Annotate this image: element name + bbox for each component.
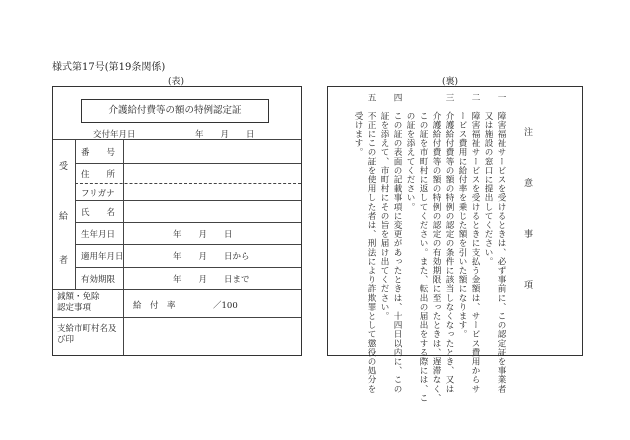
- certificate-front: [52, 86, 302, 356]
- note-line: 介護給付費等の額の特例の認定の有効期限に至ったときは、遅滞なく、: [431, 93, 441, 403]
- birth-label: 生年月日: [81, 230, 116, 240]
- notes-heading: 注 意 事 項: [522, 127, 532, 297]
- number-label: 番 号: [81, 148, 116, 158]
- note-line: ービス費用に給付率を乗じた額を引いた額になります。: [457, 93, 467, 339]
- furigana-label: フリガナ: [81, 189, 115, 199]
- note-line: 三 介護給付費等の額の特例の認定の条件に該当しなくなったとき、又は: [444, 93, 454, 394]
- note-line: 一 障害福祉サービスを受けるときは、必ず事前に、この認定証を事業者: [496, 93, 506, 394]
- note-line: この証を市町村に返してください。また、転出の届出をする際には、こ: [418, 93, 428, 403]
- recipient-char-1: 受: [59, 162, 69, 172]
- form-number: 様式第17号(第19条関係): [52, 62, 166, 73]
- certificate-back: [327, 86, 583, 403]
- note-line: 四 この証の表面の記載事項に変更があったときは、十四日以内に、この: [392, 93, 402, 394]
- note-line: 又は施設の窓口に提出してください。: [483, 93, 493, 266]
- note-line: 証を添えて、市町村にその旨を届け出てください。: [379, 93, 389, 321]
- note-line: 二 障害福祉サービスを受けるときに支払う金額は、サービス費用からサ: [470, 93, 480, 394]
- municipality-label: 支給市町村名及 び印: [57, 324, 117, 345]
- name-label: 氏 名: [81, 208, 116, 218]
- recipient-char-2: 給: [59, 212, 69, 222]
- pay-rate-value: ／100: [213, 301, 238, 311]
- valid-until-value: 年 月 日まで: [173, 275, 250, 285]
- recipient-char-3: 者: [59, 256, 69, 266]
- note-line: 五 不正にこの証を使用した者は、刑法により詐欺罪として懲役の処分を: [366, 93, 376, 394]
- valid-until-label: 有効期限: [81, 275, 116, 285]
- note-line: 受けます。: [353, 93, 363, 157]
- address-label: 住 所: [81, 170, 116, 180]
- back-side-label: (裏): [442, 77, 459, 87]
- certificate-title: 介護給付費等の額の特例認定証: [81, 99, 269, 123]
- birth-value: 年 月 日: [173, 230, 233, 240]
- exemption-label: 減額・免除 認定事項: [57, 292, 100, 313]
- note-line: の証を添えてください。: [405, 93, 415, 212]
- start-date-label: 適用年月日: [81, 252, 124, 262]
- issue-date: 交付年月日 年 月 日: [93, 130, 255, 140]
- pay-rate-label: 給 付 率: [133, 301, 176, 311]
- front-side-label: (表): [168, 77, 185, 87]
- start-date-value: 年 月 日から: [173, 252, 250, 262]
